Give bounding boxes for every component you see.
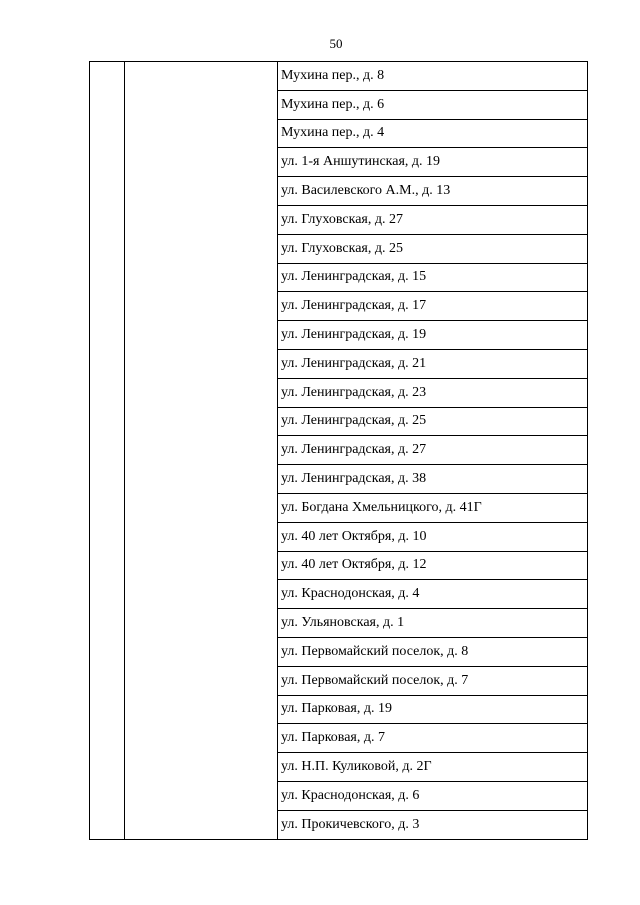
address-cell: ул. Василевского А.М., д. 13 — [278, 177, 588, 206]
address-cell: ул. 40 лет Октября, д. 10 — [278, 522, 588, 551]
address-cell: ул. Ленинградская, д. 23 — [278, 378, 588, 407]
address-cell: Мухина пер., д. 6 — [278, 90, 588, 119]
address-cell: ул. 1-я Аншутинская, д. 19 — [278, 148, 588, 177]
page-number: 50 — [329, 36, 343, 51]
address-cell: ул. Ленинградская, д. 15 — [278, 263, 588, 292]
address-cell: ул. Богдана Хмельницкого, д. 41Г — [278, 493, 588, 522]
address-cell: ул. Парковая, д. 7 — [278, 724, 588, 753]
address-cell: ул. Прокичевского, д. 3 — [278, 810, 588, 839]
address-cell: ул. Краснодонская, д. 6 — [278, 781, 588, 810]
table-row — [90, 62, 588, 91]
address-cell: ул. Ленинградская, д. 25 — [278, 407, 588, 436]
address-cell: ул. Ульяновская, д. 1 — [278, 609, 588, 638]
address-cell: ул. Ленинградская, д. 27 — [278, 436, 588, 465]
address-table — [89, 61, 588, 840]
address-table-container — [89, 61, 588, 840]
address-cell: ул. Ленинградская, д. 17 — [278, 292, 588, 321]
empty-name-cell — [125, 62, 278, 840]
address-cell: ул. Ленинградская, д. 19 — [278, 321, 588, 350]
address-cell: ул. Ленинградская, д. 21 — [278, 349, 588, 378]
address-cell: Мухина пер., д. 4 — [278, 119, 588, 148]
address-cell: ул. Глуховская, д. 27 — [278, 205, 588, 234]
address-cell: ул. Глуховская, д. 25 — [278, 234, 588, 263]
address-cell: ул. Парковая, д. 19 — [278, 695, 588, 724]
address-cell: ул. Ленинградская, д. 38 — [278, 465, 588, 494]
address-cell: ул. Первомайский поселок, д. 7 — [278, 666, 588, 695]
address-cell: Мухина пер., д. 8 — [278, 62, 588, 91]
address-table-body — [90, 62, 588, 840]
address-cell: ул. 40 лет Октября, д. 12 — [278, 551, 588, 580]
empty-number-cell — [90, 62, 125, 840]
address-cell: ул. Краснодонская, д. 4 — [278, 580, 588, 609]
address-cell: ул. Первомайский поселок, д. 8 — [278, 637, 588, 666]
address-cell: ул. Н.П. Куликовой, д. 2Г — [278, 753, 588, 782]
